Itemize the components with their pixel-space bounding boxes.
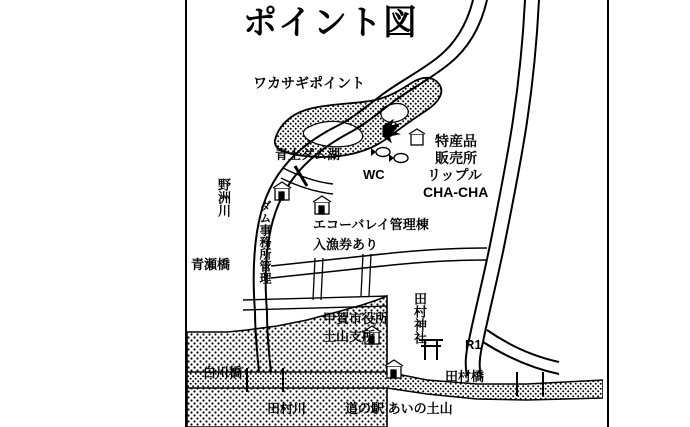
right-margin [605,0,690,427]
label-aose-bridge: 青瀬橋 [191,257,231,272]
label-tamura-bridge: 田村橋 [445,369,485,384]
label-koka-city-hall-1: 甲賀市役所 [323,311,389,326]
label-aotsuchi-dam-lake: 青土ダム湖 [275,147,341,162]
map-graphics [187,0,603,427]
label-dam-office: ダム事務所管理 [258,200,272,284]
label-tokusanhin-1: 特産品 [435,133,477,149]
label-koka-city-hall-2: 土山支所 [323,329,376,344]
label-route-r1: R1 [465,337,482,352]
map-title: ポイント図 [243,4,418,42]
map-figure [185,0,609,427]
label-eco-valley-2: 入漁券あり [313,237,379,252]
label-tamura-river: 田村川 [267,401,307,416]
label-cha-cha: CHA-CHA [423,184,489,200]
label-ripple: リップル [427,167,482,183]
label-tokusanhin-2: 販売所 [435,150,477,166]
label-shirakawa-bridge: 白川橋 [203,365,243,380]
label-michinoeki: 道の駅 あいの土山 [345,401,453,416]
label-wc: WC [363,167,385,182]
left-margin [0,0,185,427]
label-wakasagi-point: ワカサギポイント [253,75,365,91]
label-tamura-shrine: 田村神社 [412,292,427,344]
label-eco-valley-1: エコーバレイ管理棟 [313,217,429,232]
label-yasu-river: 野洲川 [216,178,231,217]
